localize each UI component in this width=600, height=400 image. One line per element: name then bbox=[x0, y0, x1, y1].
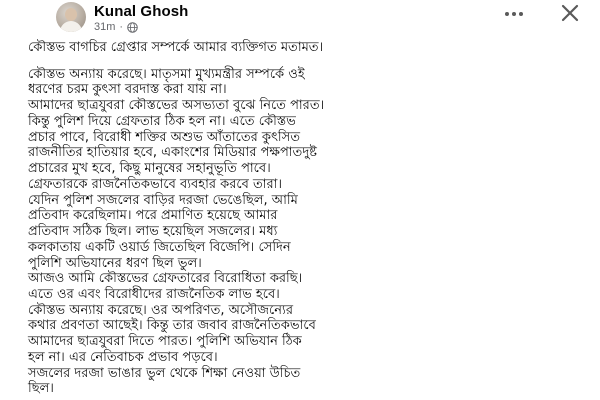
body-line: কলকাতায় একটি ওয়ার্ড জিতেছিল বিজেপি। সেদিন bbox=[28, 239, 291, 255]
body-line: ধরণের চরম কুৎসা বরদাস্ত করা যায় না। bbox=[28, 82, 227, 98]
body-line: কৌস্তভ অন্যায় করেছে। মাতৃসমা মুখ্যমন্ত্রীর সম্পর্কে ওই bbox=[28, 66, 305, 82]
body-line: গ্রেফতারকে রাজনৈতিকভাবে ব্যবহার করবে তারা। bbox=[28, 176, 283, 192]
body-line: প্রচারের মুখ হবে, কিছু মানুষের সহানুভূতি পাবে। bbox=[28, 161, 271, 177]
post-header bbox=[0, 0, 600, 36]
meta-separator: · bbox=[119, 21, 124, 33]
body-line: যেদিন পুলিশ সজলের বাড়ির দরজা ভেঙেছিল, আমি bbox=[28, 192, 298, 208]
body-line: রাজনীতির হাতিয়ার হবে, একাংশের মিডিয়ার পক্ষপাতদুষ্ট bbox=[28, 145, 317, 161]
body-line: আমাদের ছাত্রযুবরা দিতে পারত। পুলিশি অভিযান ঠিক bbox=[28, 334, 302, 350]
more-options-icon[interactable] bbox=[502, 6, 526, 22]
post-time[interactable]: 31m bbox=[94, 21, 116, 33]
body-line: ছিল। bbox=[28, 381, 54, 397]
body-line: এতে ওর এবং বিরোধীদের রাজনৈতিক লাভ হবে। bbox=[28, 287, 280, 303]
body-line: হল না। এর নেতিবাচক প্রভাব পড়বে। bbox=[28, 349, 218, 365]
body-line: প্রচার পাবে, বিরোধী শক্তির অশুভ আঁতাতের কুৎসিত bbox=[28, 129, 300, 145]
avatar-shoulders bbox=[60, 21, 82, 32]
body-line: পুলিশি অভিযানের ধরণ ছিল ভুল। bbox=[28, 255, 202, 271]
post-content bbox=[28, 40, 594, 397]
close-icon[interactable] bbox=[558, 2, 582, 24]
body-line: কিন্তু পুলিশ দিয়ে গ্রেফতার ঠিক হল না। এতে কৌস্তভ bbox=[28, 113, 296, 129]
post-meta bbox=[94, 21, 138, 33]
avatar[interactable] bbox=[56, 2, 86, 32]
body-line: সজলের দরজা ভাঙার ভুল থেকে শিক্ষা নেওয়া উচিত bbox=[28, 365, 301, 381]
paragraph-gap bbox=[28, 56, 594, 67]
body-line: আমাদের ছাত্রযুবরা কৌস্তভের অসভ্যতা বুঝে নিতে পারত। bbox=[28, 98, 325, 114]
post-title: কৌস্তভ বাগচির গ্রেপ্তার সম্পর্কে আমার ব্যক্তিগত মতামত। bbox=[28, 40, 324, 55]
avatar-face bbox=[65, 8, 77, 21]
body-line: প্রতিবাদ করেছিলাম। পরে প্রমাণিত হয়েছে আমার bbox=[28, 208, 278, 224]
body-line: আজও আমি কৌস্তভের গ্রেফতারের বিরোধিতা করছি। bbox=[28, 271, 303, 287]
body-line: কৌস্তভ অন্যায় করেছে। ওর অপরিণত, অসৌজন্যের bbox=[28, 302, 293, 318]
body-line: প্রতিবাদ সঠিক ছিল। লাভ হয়েছিল সজলের। মধ্য bbox=[28, 224, 278, 240]
globe-icon[interactable] bbox=[127, 22, 138, 33]
body-line: কথার প্রবণতা আছেই। কিন্তু তার জবাব রাজনৈতিকভাবে bbox=[28, 318, 316, 334]
author-name[interactable]: Kunal Ghosh bbox=[94, 3, 189, 20]
post-body bbox=[28, 67, 594, 397]
